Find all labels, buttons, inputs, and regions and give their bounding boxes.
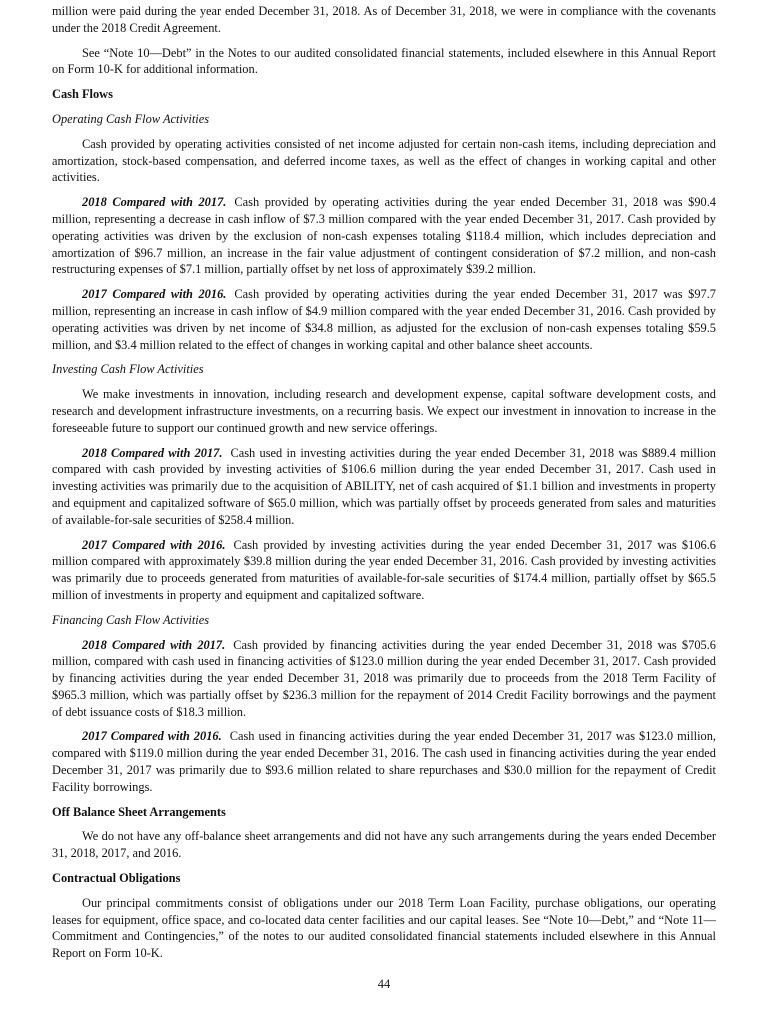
paragraph bbox=[52, 445, 716, 529]
subsection-heading: Investing Cash Flow Activities bbox=[52, 362, 204, 377]
paragraph: Cash provided by operating activities consisted of net income adjusted for certain non-cash items, including depreciation and amortization, stock-based compensation, and deferred income taxes, as well as the effect of changes in working capital and other activities. bbox=[52, 136, 716, 185]
paragraph: We make investments in innovation, including research and development expense, capital software development costs, and research and development infrastructure investments, on a recurring basis. We expect our investment in innovation to increase in the foreseeable future to support our continued growth and new service offerings. bbox=[52, 387, 716, 435]
paragraph-lead: 2017 Compared with 2016. bbox=[82, 537, 226, 552]
paragraph-text: Cash provided by operating activities during the year ended December 31, 2017 was $97.7 million, representing an increase in cash inflow of $4.9 million compared with the year ended December 31, 2016. Cash provided by operating activities was driven by net income of $34.8 million, as adjusted for the exclusion of non-cash expenses totaling $59.5 million, and $3.4 million related to the effect of changes in working capital and other balance sheet accounts. bbox=[52, 287, 717, 352]
paragraph-text: Cash used in financing activities during the year ended December 31, 2017 was $123.0 million, compared with $119.0 million during the year ended December 31, 2016. The cash used in financing activities during the year ended December 31, 2017 was primarily due to $93.6 million related to share repurchases and $30.0 million for the repayment of Credit Facility borrowings. bbox=[52, 729, 717, 794]
paragraph: million were paid during the year ended December 31, 2018. As of December 31, 2018, we were in compliance with the covenants under the 2018 Credit Agreement. bbox=[52, 4, 716, 35]
paragraph-lead: 2018 Compared with 2017. bbox=[82, 445, 223, 460]
subsection-heading: Financing Cash Flow Activities bbox=[52, 612, 210, 627]
paragraph-text: Cash used in investing activities during the year ended December 31, 2018 was $889.4 million compared with cash provided by investing activities of $106.6 million during the year ended December 31, 2017. Cash used in investing activities was primarily due to the acquisition of ABILITY, net of cash acquired of $1.1 billion and investments in property and equipment and capitalized software of $65.0 million, which was partially offset by proceeds generated from sales and maturities of available-for-sale securities of $258.4 million. bbox=[52, 445, 716, 527]
section-heading: Off Balance Sheet Arrangements bbox=[52, 804, 226, 819]
section-heading: Contractual Obligations bbox=[52, 871, 181, 886]
paragraph bbox=[52, 728, 716, 795]
page-number: 44 bbox=[377, 977, 391, 992]
paragraph-text: Cash provided by financing activities during the year ended December 31, 2018 was $705.6 million, compared with cash used in financing activities of $123.0 million during the year ended December 31, 2017. Cash provided by financing activities during the year ended December 31, 2018 was primarily due to proceeds from the 2018 Term Facility of $965.3 million, which was partially offset by $236.3 million for the repayment of 2014 Credit Facility borrowings and the payment of debt issuance costs of $18.3 million. bbox=[52, 637, 716, 719]
document-body bbox=[52, 0, 716, 962]
paragraph-lead: 2018 Compared with 2017. bbox=[82, 637, 226, 652]
section-heading: Cash Flows bbox=[52, 87, 113, 102]
paragraph-lead: 2017 Compared with 2016. bbox=[82, 287, 227, 302]
paragraph-text: Cash provided by operating activities during the year ended December 31, 2018 was $90.4 million, representing a decrease in cash inflow of $7.3 million compared with the year ended December 31, 2017. Cash provided by operating activities was driven by the exclusion of non-cash expenses totaling $118.4 million, which includes depreciation and amortization of $96.7 million, an increase in the fair value adjustment of contingent consideration of $7.2 million, and non-cash restructuring expenses of $7.1 million, partially offset by net loss of approximately $39.2 million. bbox=[52, 195, 717, 277]
subsection-heading: Operating Cash Flow Activities bbox=[52, 111, 210, 126]
paragraph-text: Cash provided by investing activities during the year ended December 31, 2017 was $106.6 million compared with approximately $39.8 million during the year ended December 31, 2016. Cash provided by investing activities was primarily due to proceeds generated from maturities of available-for-sale securities of $174.4 million, partially offset by $65.5 million of investments in property and equipment and capitalized software. bbox=[52, 537, 717, 602]
paragraph bbox=[52, 637, 716, 721]
paragraph-lead: 2017 Compared with 2016. bbox=[82, 729, 222, 744]
paragraph bbox=[52, 194, 716, 278]
paragraph-lead: 2018 Compared with 2017. bbox=[82, 195, 227, 210]
paragraph: Our principal commitments consist of obligations under our 2018 Term Loan Facility, purchase obligations, our operating leases for equipment, office space, and co-located data center facilities and our capital leases. See “Note 10—Debt,” and “Note 11—Commitment and Contingencies,” of the notes to our audited consolidated financial statements included elsewhere in this Annual Report on Form 10-K. bbox=[52, 895, 716, 961]
paragraph bbox=[52, 537, 716, 604]
paragraph bbox=[52, 286, 716, 353]
paragraph: We do not have any off-balance sheet arrangements and did not have any such arrangements during the years ended December 31, 2018, 2017, and 2016. bbox=[52, 829, 716, 861]
paragraph: See “Note 10—Debt” in the Notes to our audited consolidated financial statements, included elsewhere in this Annual Report on Form 10-K for additional information. bbox=[52, 45, 716, 77]
